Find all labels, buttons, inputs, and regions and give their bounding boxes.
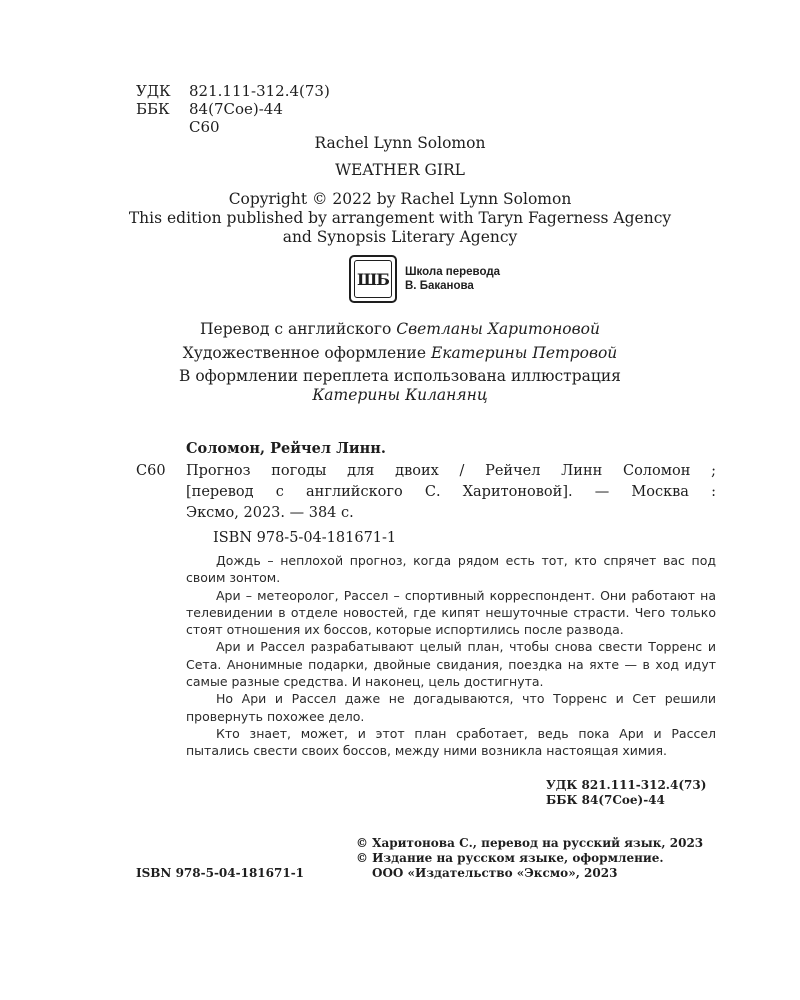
logo-mark: ШБ [357,269,389,289]
bbk-label: ББК [136,100,170,118]
logo-caption [405,265,500,293]
udk-value: 821.111-312.4(73) [189,82,330,100]
udk-line [136,82,330,100]
bib-isbn: ISBN 978-5-04-181671-1 [213,530,397,546]
original-author: Rachel Lynn Solomon [314,134,486,152]
translator-name: Светланы Харитоновой [396,320,600,338]
footer-copyright-3: ООО «Издательство «Эксмо», 2023 [372,866,618,880]
arrangement-line-2: and Synopsis Literary Agency [282,228,518,246]
bib-line-2: [перевод с английского С. Харитоновой]. — Москва : [186,484,716,500]
illustrator-name [0,386,800,404]
translation-prefix: Перевод с английского [200,320,397,338]
bbk-line [136,100,283,118]
bbk-value: 84(7Сое)-44 [189,100,283,118]
publisher-logo [349,255,500,303]
annotation-paragraph: Ари и Рассел разрабатывают целый план, чтобы снова свести Торренс и Сета. Анонимные подарки, двойные свидания, поездка на яхте — в ход идут самые разные средства. И наконец, цель достигнута. [186,639,716,690]
footer-udk: УДК 821.111-312.4(73) [546,778,707,792]
annotation [186,552,716,760]
bib-line-1: Прогноз погоды для двоих / Рейчел Линн Соломон ; [186,463,716,479]
bib-mark: С60 [136,463,166,479]
annotation-paragraph: Кто знает, может, и этот план сработает, ведь пока Ари и Рассел пытались свести своих боссов, между ними возникла настоящая химия. [186,725,716,759]
design-prefix: Художественное оформление [182,344,431,362]
footer-isbn: ISBN 978-5-04-181671-1 [136,866,305,880]
school-logo-icon [349,255,397,303]
cover-illustration-line: В оформлении переплета использована иллюстрация [179,367,621,385]
footer-bbk: ББК 84(7Сое)-44 [546,793,665,807]
footer-copyright-2: © Издание на русском языке, оформление. [356,851,664,865]
original-title: WEATHER GIRL [335,161,465,179]
copyright-line: Copyright © 2022 by Rachel Lynn Solomon [228,190,572,208]
annotation-paragraph: Ари – метеоролог, Рассел – спортивный корреспондент. Они работают на телевидении в отделе новостей, где кипят нешуточные страсти. Чего только стоят отношения их боссов, которые испортились после развода. [186,587,716,638]
translation-credit [0,320,800,338]
designer-name: Екатерины Петровой [430,344,618,362]
illustrator: Катерины Киланянц [312,386,488,404]
bib-line-3: Эксмо, 2023. — 384 с. [186,505,354,521]
annotation-paragraph: Но Ари и Рассел даже не догадываются, что Торренс и Сет решили провернуть похожее дело. [186,691,716,724]
design-credit [0,344,800,362]
footer-copyright-1: © Харитонова С., перевод на русский язык, 2023 [356,836,704,850]
arrangement-line-1: This edition published by arrangement with Taryn Fagerness Agency [128,209,672,227]
author-mark: С60 [189,118,220,136]
logo-line-2: В. Баканова [405,280,474,292]
logo-line-1: Школа перевода [405,266,501,278]
udk-label: УДК [136,82,171,100]
annotation-paragraph: Дождь – неплохой прогноз, когда рядом есть тот, кто спрячет вас под своим зонтом. [186,553,716,586]
bib-heading: Соломон, Рейчел Линн. [186,440,386,457]
